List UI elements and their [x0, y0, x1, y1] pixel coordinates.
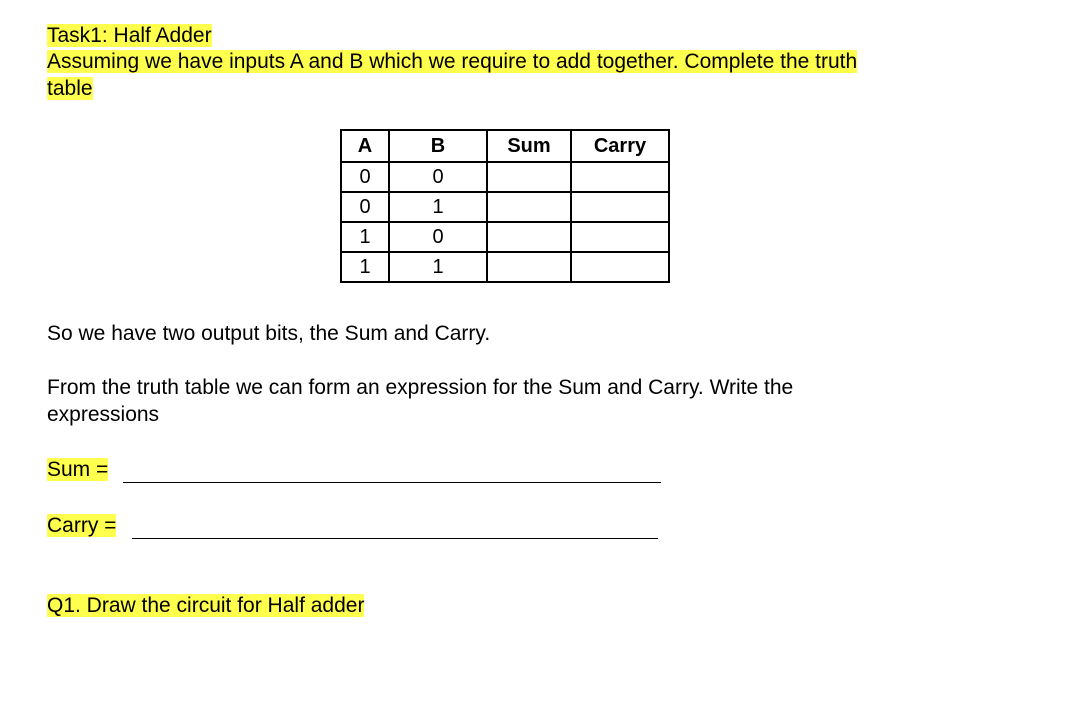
cell-sum[interactable] [487, 252, 571, 282]
cell-carry[interactable] [571, 162, 669, 192]
table-row [341, 192, 669, 222]
cell-sum[interactable] [487, 222, 571, 252]
carry-label: Carry = [47, 514, 117, 537]
intro-highlight-text: Complete the truth [684, 50, 858, 73]
cell-b: 1 [389, 192, 487, 222]
cell-b: 1 [389, 252, 487, 282]
cell-sum[interactable] [487, 162, 571, 192]
task-title [47, 22, 212, 49]
intro-line-2 [47, 75, 93, 102]
task-title-text: Task1: Half Adder [47, 24, 212, 47]
question-1-text: Q1. Draw the circuit for Half adder [47, 594, 365, 617]
cell-sum[interactable] [487, 192, 571, 222]
cell-carry[interactable] [571, 192, 669, 222]
cell-a: 1 [341, 222, 389, 252]
cell-a: 0 [341, 162, 389, 192]
table-row [341, 252, 669, 282]
intro-plain-text: Assuming we have inputs A and B which we require to add together. [47, 50, 685, 73]
carry-expression-row [47, 512, 116, 539]
expression-prompt-line-1: From the truth table we can form an expression for the Sum and Carry. Write the [47, 376, 794, 399]
expression-prompt-line-2: expressions [47, 403, 160, 426]
header-carry: Carry [571, 130, 669, 162]
cell-b: 0 [389, 222, 487, 252]
cell-carry[interactable] [571, 222, 669, 252]
header-a: A [341, 130, 389, 162]
sum-answer-line[interactable] [123, 482, 661, 483]
carry-answer-line[interactable] [132, 538, 658, 539]
output-note: So we have two output bits, the Sum and Carry. [47, 322, 491, 345]
cell-b: 0 [389, 162, 487, 192]
intro-highlight-continued: table [47, 77, 93, 100]
cell-a: 0 [341, 192, 389, 222]
sum-label: Sum = [47, 458, 109, 481]
question-1 [47, 592, 364, 619]
table-row [341, 222, 669, 252]
header-sum: Sum [487, 130, 571, 162]
sum-expression-row [47, 456, 108, 483]
cell-carry[interactable] [571, 252, 669, 282]
cell-a: 1 [341, 252, 389, 282]
header-b: B [389, 130, 487, 162]
truth-table [340, 129, 670, 283]
intro-line-1 [47, 48, 857, 75]
truth-table-header-row [341, 130, 669, 162]
table-row [341, 162, 669, 192]
